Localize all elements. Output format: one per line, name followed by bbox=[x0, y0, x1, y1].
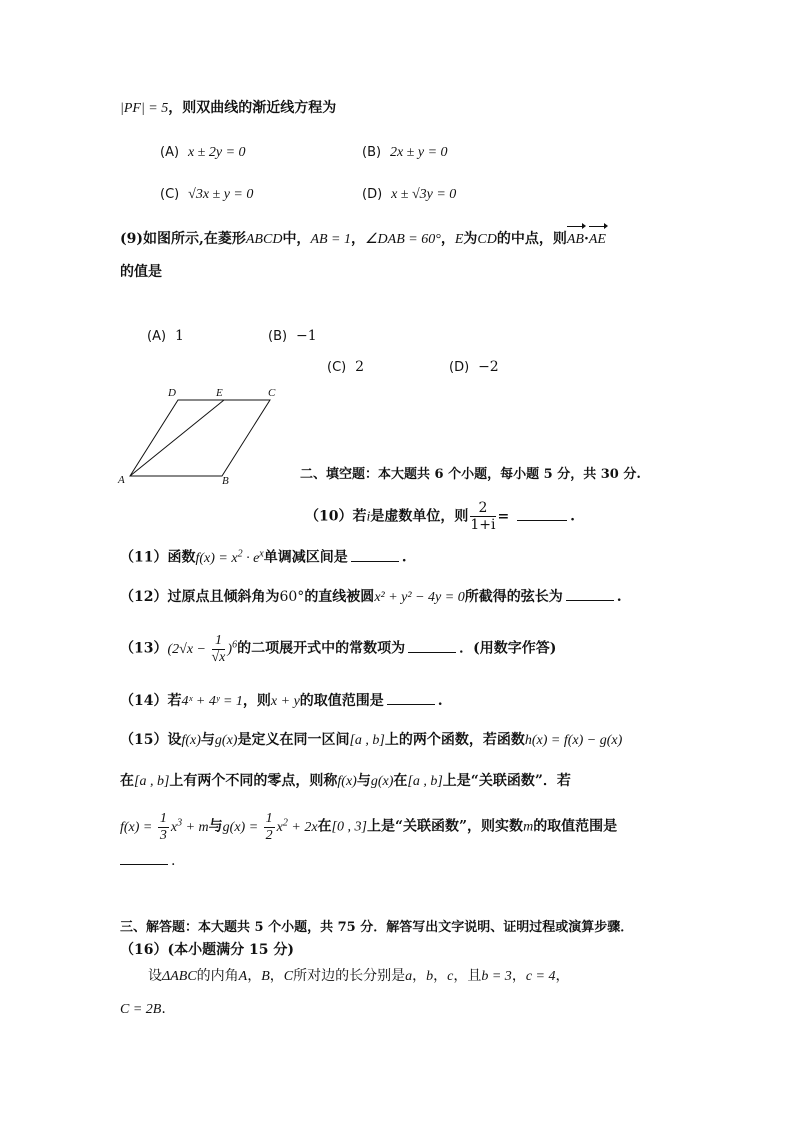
q9-stem: (9)如图所示,在菱形ABCD中，AB = 1，∠DAB = 60°，E为CD的中点，则AB·AE bbox=[120, 229, 606, 250]
q9-option-b: (B) −1 bbox=[268, 328, 317, 344]
q13: （13）(2√x − $\frac{1}{√x}$ )$^6$的二项展开式中的常数项为 ．(用数字作答) bbox=[120, 632, 557, 665]
q8-option-b: (B) 2x ± y = 0 bbox=[362, 145, 448, 160]
vector-ab: AB bbox=[567, 230, 584, 250]
q15-line3: f(x) = $\frac{1}{3}$ $x^3 + m$与g(x) = $\frac{1}{2}$ $x^2 + 2x$在[0 , 3]上是“关联函数”，则实数m的取值范围是 bbox=[120, 810, 618, 843]
q10-answer-blank bbox=[517, 506, 567, 521]
label-d: D bbox=[168, 387, 176, 399]
q11-answer-blank bbox=[351, 547, 399, 562]
label-e: E bbox=[216, 387, 223, 399]
q14-answer-blank bbox=[387, 690, 435, 705]
vector-ae: AE bbox=[589, 230, 606, 250]
segment-ae bbox=[130, 400, 224, 476]
section-3-heading: 三、解答题：本大题共 5 个小题，共 75 分．解答写出文字说明、证明过程或演算步骤． bbox=[120, 920, 634, 935]
q11: （11）函数$f(x) = x^2 \cdot e^x$单调减区间是 . bbox=[120, 548, 407, 566]
q8-stem: |PF| = 5，则双曲线的渐近线方程为 bbox=[120, 100, 337, 116]
q9-option-d: (D) −2 bbox=[449, 359, 499, 375]
q11-function: $f(x) = x^2 \cdot e^x$ bbox=[195, 548, 264, 566]
label-b: B bbox=[222, 475, 229, 487]
q15-line2: 在[a , b]上有两个不同的零点，则称f(x)与g(x)在[a , b]上是“关联函数”．若 bbox=[120, 773, 571, 789]
q14: （14）若4ˣ + 4ʸ = 1，则x + y的取值范围是 . bbox=[120, 690, 443, 712]
section-2-heading: 二、填空题：本大题共 6 个小题，每小题 5 分，共 30 分. bbox=[300, 467, 641, 482]
q13-answer-blank bbox=[408, 638, 456, 653]
q10: （10）若i是虚数单位，则 $\frac{2}{1+i}$ = . bbox=[305, 500, 575, 533]
q16-line1: 设ΔABC的内角A，B，C所对边的长分别是a，b，c，且b = 3，c = 4， bbox=[148, 968, 570, 984]
q9-option-c: (C) 2 bbox=[327, 359, 365, 375]
rhombus-abcd bbox=[130, 400, 270, 476]
q15-answer-blank bbox=[120, 850, 168, 865]
label-c: C bbox=[268, 387, 276, 399]
q12: （12）过原点且倾斜角为60°的直线被圆x² + y² − 4y = 0所截得的弦长为 . bbox=[120, 586, 622, 608]
q16-line2: C = 2B. bbox=[120, 1001, 166, 1017]
q8-option-a: (A) x ± 2y = 0 bbox=[160, 145, 246, 160]
q15-line1: （15）设f(x)与g(x)是定义在同一区间[a , b]上的两个函数，若函数h(x) = f(x) − g(x) bbox=[120, 732, 623, 748]
q12-answer-blank bbox=[566, 586, 614, 601]
q8-option-c: (C) √3x ± y = 0 bbox=[160, 187, 254, 202]
q15-line4: . bbox=[120, 850, 175, 871]
q10-fraction: $\frac{2}{1+i}$ bbox=[470, 500, 496, 533]
q8-option-d: (D) x ± √3y = 0 bbox=[362, 187, 457, 202]
q9-option-a: (A) 1 bbox=[147, 328, 184, 344]
q9-stem-end: 的值是 bbox=[120, 264, 162, 280]
label-a: A bbox=[118, 474, 125, 486]
q16-header: （16）(本小题满分 15 分) bbox=[120, 942, 294, 958]
imag-unit-i: i bbox=[366, 509, 371, 525]
q13-binomial: (2√x − $\frac{1}{√x}$ )$^6$ bbox=[167, 632, 238, 665]
rhombus-figure bbox=[112, 384, 292, 488]
q8-pf-expr: |PF| = 5 bbox=[120, 101, 169, 116]
